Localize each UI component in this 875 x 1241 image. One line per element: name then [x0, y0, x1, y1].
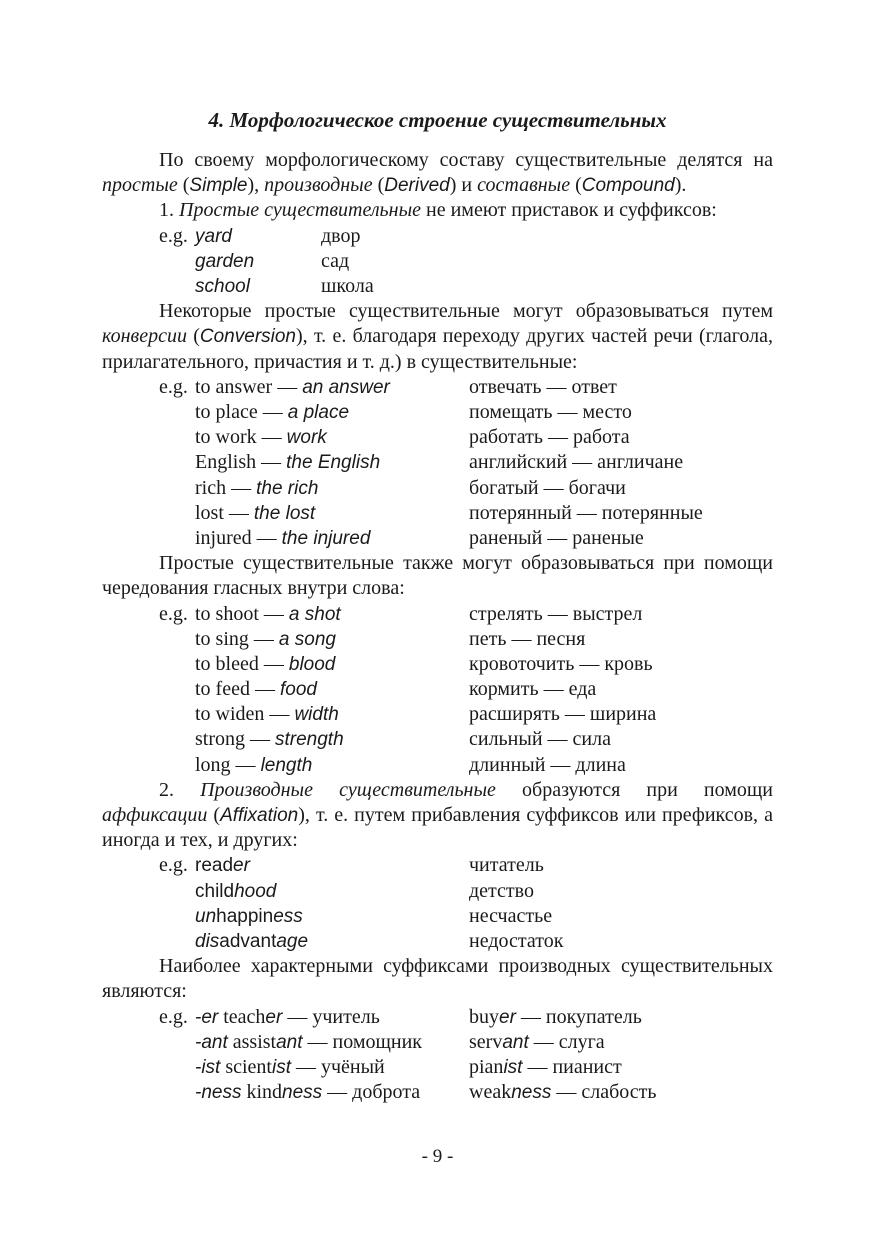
term-affixation-en: Affixation	[220, 805, 299, 827]
example-row	[102, 450, 773, 475]
point-2: 2. Производные существительные образуются при помощи аффиксации (Affixation), т. е. путем прибавления суффиксов или префиксов, а иногда и тех, и других:	[102, 778, 773, 852]
example-en: to work —	[195, 426, 282, 449]
term-affixation-ru: аффиксации	[102, 804, 208, 827]
example-ru: детство	[469, 879, 534, 902]
word-suffix: ness	[511, 1082, 552, 1104]
word-stem: buy	[469, 1005, 499, 1028]
example-ru: петь — песня	[469, 627, 586, 650]
term-simple-en: Simple	[189, 175, 248, 197]
word-suffix: er	[265, 1006, 283, 1028]
example-ru: отвечать — ответ	[469, 375, 617, 398]
conversion-examples	[102, 375, 773, 551]
word-suffix: er	[499, 1006, 516, 1028]
eg-label: e.g.	[159, 375, 188, 398]
example-row	[102, 224, 773, 249]
example-row	[102, 702, 773, 727]
example-row	[102, 425, 773, 450]
point-2-number: 2.	[159, 778, 201, 801]
example-ru: кормить — еда	[469, 678, 597, 701]
example-row	[102, 929, 773, 954]
suffix-row	[102, 1055, 773, 1080]
example-row	[102, 274, 773, 299]
word-stem: read	[195, 855, 234, 877]
suffix-label: -er	[195, 1006, 219, 1028]
term-compound-ru: составные	[477, 174, 571, 197]
example-row	[102, 375, 773, 400]
word-suffix: ist	[271, 1056, 291, 1078]
conversion-text-1: Некоторые простые существительные могут образовываться путем	[159, 300, 773, 323]
example-ru: — учёный	[290, 1055, 385, 1078]
intro-text: По своему морфологическому составу существительные делятся на	[159, 149, 773, 171]
example-row	[102, 853, 773, 878]
page-content	[102, 102, 773, 1105]
word-stem: teach	[218, 1005, 266, 1028]
example-en: strong —	[195, 728, 270, 751]
word-stem: scient	[220, 1055, 272, 1078]
example-ru: — доброта	[322, 1081, 421, 1104]
example-ru: длинный — длина	[469, 753, 626, 776]
example-ru: расширять — ширина	[469, 703, 657, 726]
example-en: to widen —	[195, 703, 290, 726]
term-conversion-ru: конверсии	[102, 325, 187, 348]
example-en: school	[195, 275, 250, 297]
example-ru: — слабость	[551, 1081, 657, 1104]
word-stem: serv	[469, 1030, 503, 1053]
example-en-noun: blood	[288, 653, 336, 675]
example-row	[102, 879, 773, 904]
example-row	[102, 753, 773, 778]
example-en-noun: a song	[278, 628, 336, 650]
intro-and: и	[461, 174, 473, 197]
suffix-row	[102, 1080, 773, 1105]
example-en-noun: a shot	[288, 603, 341, 625]
example-ru: — слуга	[528, 1030, 605, 1053]
term-simple-ru: простые	[102, 174, 178, 197]
word-suffix: ant	[502, 1031, 529, 1053]
example-ru: читатель	[469, 854, 544, 877]
word-suffix: ess	[273, 905, 303, 927]
example-ru: — учитель	[282, 1005, 380, 1028]
example-en: yard	[195, 225, 232, 247]
example-en: to bleed —	[195, 652, 284, 675]
point-2-text-2: , т. е. путем прибавления суффиксов или префиксов, а иногда и тех, и других:	[102, 804, 773, 852]
example-en: to answer —	[195, 375, 298, 398]
example-en: injured —	[195, 526, 277, 549]
example-ru: сад	[321, 249, 350, 272]
example-ru: английский — англичане	[469, 451, 684, 474]
page-number: - 9 -	[421, 1146, 454, 1167]
eg-label: e.g.	[159, 854, 188, 877]
word-suffix: er	[233, 855, 250, 877]
example-ru: несчастье	[469, 904, 553, 927]
example-en: to sing —	[195, 627, 274, 650]
example-ru: богатый — богачи	[469, 476, 626, 499]
example-en: to place —	[195, 400, 283, 423]
page-title: 4. Морфологическое строение существительных	[208, 108, 667, 132]
example-ru: — покупатель	[515, 1005, 642, 1028]
word-stem: kind	[241, 1081, 283, 1104]
affix-examples	[102, 853, 773, 954]
example-en-noun: the rich	[256, 477, 319, 499]
suffix-label: -ness	[195, 1082, 242, 1104]
suffix-examples	[102, 1005, 773, 1106]
conversion-paragraph: Некоторые простые существительные могут образовываться путем конверсии (Conversion), т. е. благодаря переходу других частей речи (глагола, прилагательного, причастия и т. д.) в существительные:	[102, 300, 773, 373]
example-row	[102, 602, 773, 627]
example-en-noun: work	[286, 427, 327, 449]
example-row	[102, 526, 773, 551]
example-row	[102, 400, 773, 425]
word-suffix: ness	[282, 1082, 323, 1104]
example-ru: кровоточить — кровь	[469, 652, 653, 675]
example-row	[102, 476, 773, 501]
example-ru: недостаток	[469, 929, 564, 952]
suffixes-intro: Наиболее характерными суффиксами производных существительных являются:	[102, 955, 773, 1003]
example-row	[102, 249, 773, 274]
example-ru: раненый — раненые	[469, 526, 644, 549]
example-ru: стрелять — выстрел	[469, 602, 643, 625]
example-en-noun: an answer	[302, 376, 390, 398]
point-1	[102, 198, 773, 223]
example-row	[102, 677, 773, 702]
simple-examples	[102, 224, 773, 300]
point-2-term: Производные существительные	[200, 778, 496, 801]
word-suffix: hood	[234, 880, 277, 902]
conversion-text-2: , т. е. благодаря переходу других частей речи (глагола, прилагательного, причастия и т. д.) в существительные:	[102, 325, 773, 373]
intro-end: .	[681, 174, 687, 197]
example-en-noun: the injured	[281, 527, 371, 549]
term-conversion-en: Conversion	[199, 326, 296, 348]
example-row	[102, 627, 773, 652]
example-en: lost —	[195, 501, 249, 524]
example-en-noun: length	[260, 754, 313, 776]
example-row	[102, 501, 773, 526]
example-en-noun: width	[294, 704, 339, 726]
example-ru: работать — работа	[469, 426, 630, 449]
term-compound-en: Compound	[581, 175, 675, 197]
suffix-label: -ist	[195, 1056, 221, 1078]
term-derived-en: Derived	[384, 175, 450, 197]
word-prefix: dis	[195, 930, 220, 952]
suffix-label: -ant	[195, 1031, 228, 1053]
word-prefix: un	[195, 905, 217, 927]
eg-label: e.g.	[159, 1005, 188, 1028]
point-2-text-1: образуются при помощи	[495, 778, 773, 801]
intro-paragraph: По своему морфологическому составу существительные делятся на простые (Simple), производные (Derived) и составные (Compound).	[102, 149, 773, 197]
example-ru: — помощник	[302, 1030, 423, 1053]
example-en: to shoot —	[195, 602, 284, 625]
example-ru: помещать — место	[469, 400, 632, 423]
example-en: long —	[195, 753, 256, 776]
eg-label: e.g.	[159, 224, 188, 247]
example-row	[102, 652, 773, 677]
word-stem: weak	[469, 1081, 512, 1104]
word-suffix: ist	[503, 1056, 523, 1078]
vowel-examples	[102, 602, 773, 778]
point-1-term: Простые существительные	[179, 199, 422, 222]
example-ru: школа	[321, 274, 374, 297]
suffix-row	[102, 1030, 773, 1055]
word-stem: child	[195, 880, 235, 902]
term-derived-ru: производные	[264, 174, 373, 197]
word-stem: pian	[469, 1055, 504, 1078]
example-ru: — пианист	[522, 1055, 622, 1078]
example-row	[102, 727, 773, 752]
example-en-noun: strength	[275, 729, 344, 751]
example-en: garden	[195, 250, 255, 272]
example-en-noun: food	[279, 679, 317, 701]
word-stem: happin	[216, 905, 274, 927]
example-en-noun: a place	[287, 401, 350, 423]
word-suffix: age	[276, 930, 309, 952]
example-en: English —	[195, 451, 282, 474]
point-1-number: 1.	[159, 199, 179, 222]
suffix-row	[102, 1005, 773, 1030]
example-en-noun: the English	[286, 452, 381, 474]
point-1-text: не имеют приставок и суффиксов:	[421, 199, 717, 222]
example-en: rich —	[195, 476, 252, 499]
example-en-noun: the lost	[253, 502, 316, 524]
word-stem: advant	[219, 930, 277, 952]
word-suffix: ant	[276, 1031, 303, 1053]
example-ru: потерянный — потерянные	[469, 501, 703, 524]
example-row	[102, 904, 773, 929]
word-stem: assist	[227, 1030, 277, 1053]
vowel-change-paragraph: Простые существительные также могут образовываться при помощи чередования гласных внутри слова:	[102, 552, 773, 600]
example-ru: двор	[321, 224, 361, 247]
example-ru: сильный — сила	[469, 728, 611, 751]
example-en: to feed —	[195, 678, 275, 701]
eg-label: e.g.	[159, 602, 188, 625]
